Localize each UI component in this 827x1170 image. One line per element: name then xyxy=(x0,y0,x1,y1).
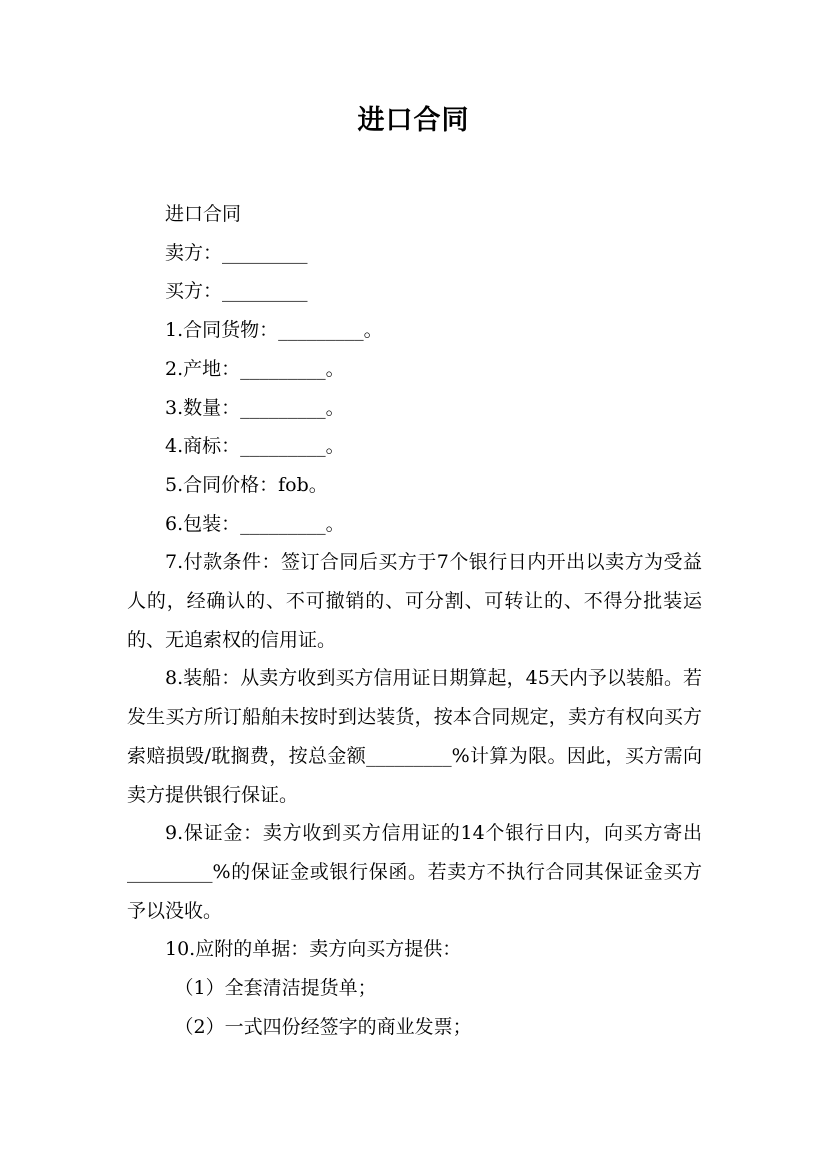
paragraph-seller: 卖方：_________ xyxy=(165,241,308,264)
paragraph-quantity: 3.数量：_________。 xyxy=(165,396,345,419)
paragraph-packing: 6.包装：_________。 xyxy=(165,512,345,535)
paragraph-payment: 7.付款条件：签订合同后买方于7个银行日内开出以卖方为受益人的，经确认的、不可撤销的、可分割、可转让的、不得分批装运的、无追索权的信用证。 xyxy=(127,551,702,651)
paragraph-buyer: 买方：_________ xyxy=(165,280,308,303)
document-body xyxy=(127,195,702,1046)
paragraph-shipment: 8.装船：从卖方收到买方信用证日期算起，45天内予以装船。若发生买方所订船舶未按时到达装货，按本合同规定，卖方有权向买方索赔损毁/耽搁费，按总金额_________%计算为限。因此，买方需向卖方提供银行保证。 xyxy=(127,667,702,806)
list-item-bill-of-lading: （1）全套清洁提货单； xyxy=(174,977,377,1000)
paragraph-price: 5.合同价格：fob。 xyxy=(165,473,328,496)
paragraph-trademark: 4.商标：_________。 xyxy=(165,435,345,458)
document-title: 进口合同 xyxy=(357,105,470,136)
paragraph-deposit: 9.保证金：卖方收到买方信用证的14个银行日内，向买方寄出_________%的保证金或银行保函。若卖方不执行合同其保证金买方予以没收。 xyxy=(127,822,702,922)
paragraph-goods: 1.合同货物：_________。 xyxy=(165,319,383,342)
paragraph-origin: 2.产地：_________。 xyxy=(165,357,345,380)
paragraph-heading: 进口合同 xyxy=(165,203,242,225)
paragraph-documents: 10.应附的单据：卖方向买方提供： xyxy=(165,938,462,961)
list-item-commercial-invoice: （2）一式四份经签字的商业发票； xyxy=(174,1015,472,1038)
